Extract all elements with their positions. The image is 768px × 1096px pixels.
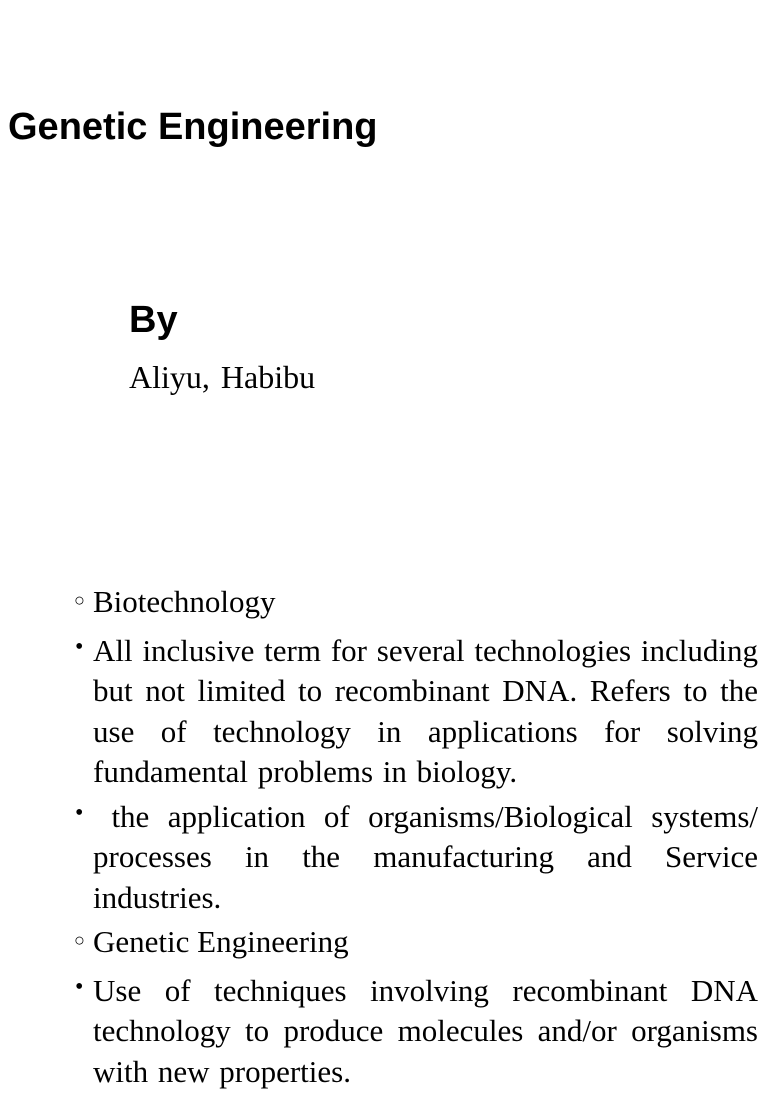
list-item-text: All inclusive term for several technologies including but not limited to recombinant DNA. Refers to the use of technology in applications for solving fundamental problems in biology.	[93, 632, 758, 789]
page-title: Genetic Engineering	[8, 106, 378, 148]
list-item	[74, 971, 758, 1093]
bullet-dot-icon: •	[75, 633, 84, 660]
section-heading-label: Biotechnology	[93, 584, 276, 619]
section-heading-biotechnology	[74, 582, 758, 627]
list-item	[74, 797, 768, 919]
section-heading-genetic-engineering	[74, 922, 758, 967]
list-item-text: the application of organisms/Biological systems/ processes in the manufacturing and Service industries.	[93, 798, 768, 915]
by-label: By	[129, 299, 178, 341]
content-body	[74, 582, 768, 1096]
circle-bullet-icon: ○	[74, 590, 85, 610]
bullet-dot-icon: •	[75, 973, 84, 1000]
list-item-text: Use of techniques involving recombinant DNA technology to produce molecules and/or organisms with new properties.	[93, 972, 758, 1089]
bullet-dot-icon: •	[75, 799, 84, 826]
circle-bullet-icon: ○	[74, 930, 85, 950]
section-heading-label: Genetic Engineering	[93, 924, 349, 959]
list-item	[74, 631, 758, 793]
author-name: Aliyu, Habibu	[129, 359, 316, 395]
